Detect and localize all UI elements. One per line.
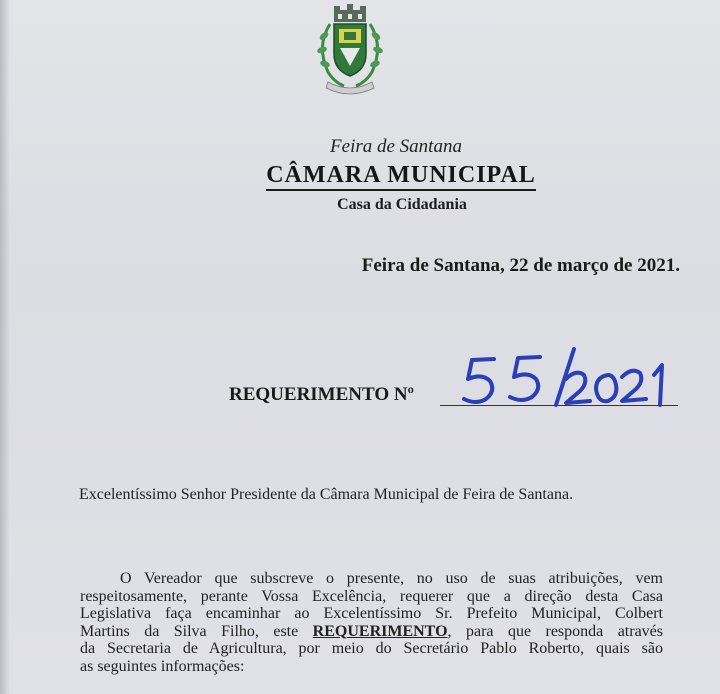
body-line-start: Martins da Silva Filho, este bbox=[80, 622, 299, 640]
handwritten-requerimento-number bbox=[448, 345, 688, 415]
page-edge-shadow bbox=[0, 0, 10, 694]
coat-of-arms-icon bbox=[304, 2, 396, 98]
body-line: Legislativa faça encaminhar ao Excelentíssimo Sr. Prefeito Municipal, Colbert bbox=[80, 605, 663, 622]
requerimento-label: REQUERIMENTO Nº bbox=[229, 384, 414, 405]
body-line bbox=[80, 623, 663, 641]
body-line: da Secretaria de Agricultura, por meio do Secretário Pablo Roberto, quais são bbox=[80, 640, 663, 657]
body-line: O Vereador que subscreve o presente, no uso de suas atribuições, vem bbox=[120, 570, 663, 587]
salutation-line: Excelentíssimo Senhor Presidente da Câmara Municipal de Feira de Santana. bbox=[79, 486, 574, 503]
chamber-title bbox=[0, 162, 720, 189]
body-line: respeitosamente, perante Vossa Excelência, requerer que a direção desta Casa bbox=[80, 587, 663, 605]
requerimento-emphasis: REQUERIMENTO bbox=[312, 622, 448, 640]
chamber-title-text: CÂMARA MUNICIPAL bbox=[266, 162, 536, 191]
date-line: Feira de Santana, 22 de março de 2021. bbox=[361, 255, 680, 276]
body-line: as seguintes informações: bbox=[80, 657, 245, 675]
body-paragraph bbox=[80, 570, 663, 675]
city-name-heading: Feira de Santana bbox=[330, 136, 462, 157]
chamber-subtitle: Casa da Cidadania bbox=[337, 196, 467, 213]
body-line-end: , para que responda através bbox=[447, 622, 663, 640]
